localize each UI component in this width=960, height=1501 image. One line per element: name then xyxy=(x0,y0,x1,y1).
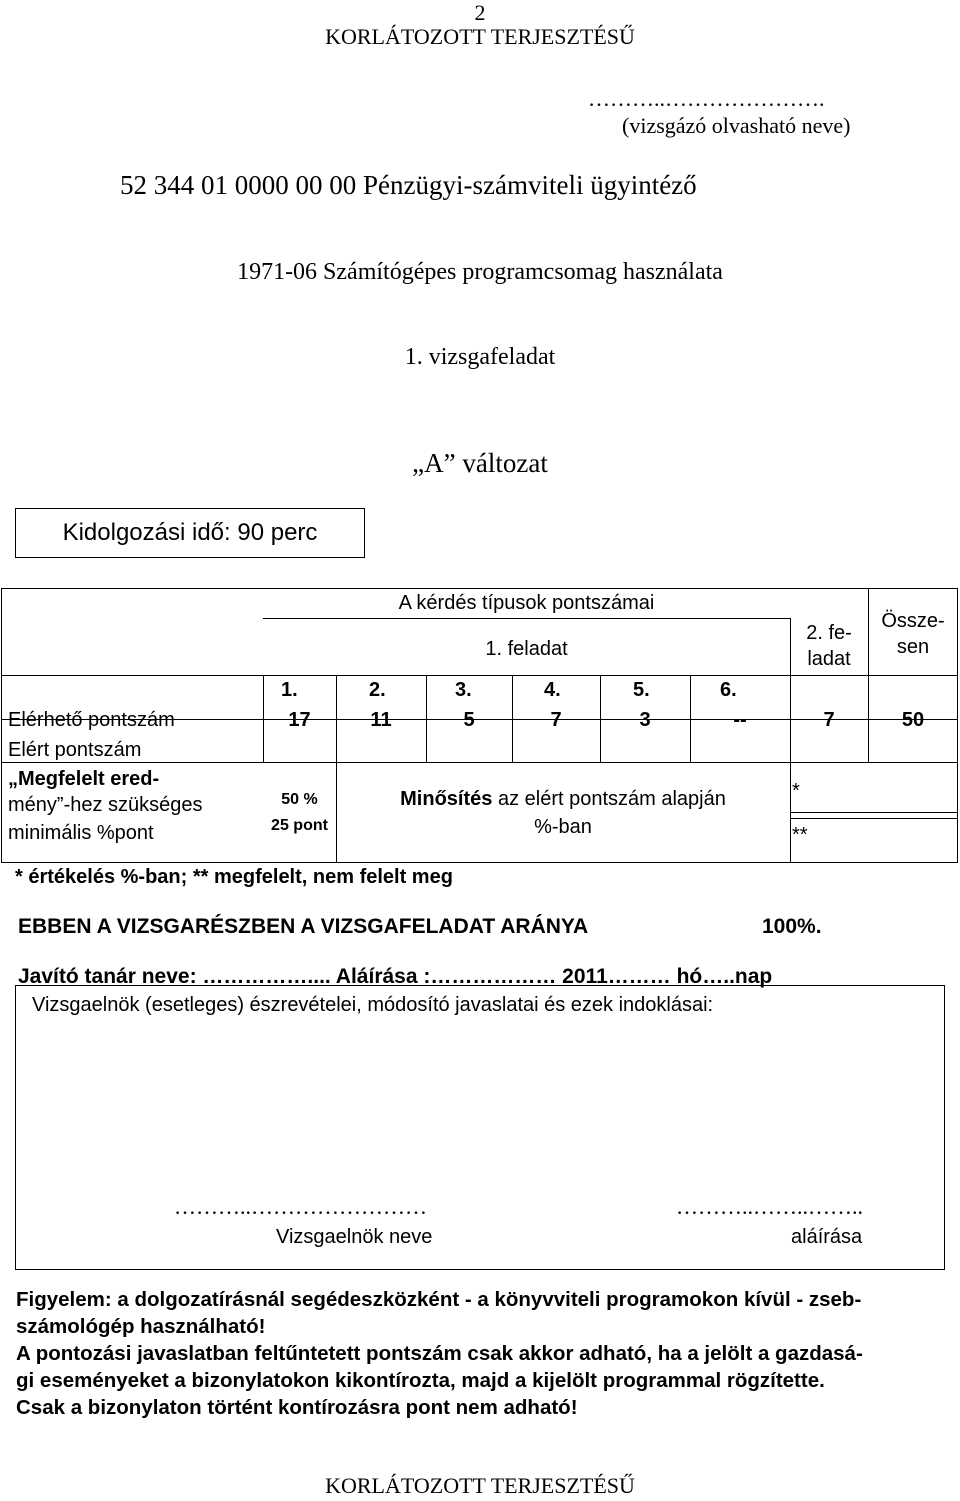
examiner-name-label: Vizsgaelnök neve xyxy=(276,1226,433,1248)
ratio-value: 100%. xyxy=(762,915,822,938)
available-points-cell: 7 xyxy=(823,709,835,731)
rating-rest: az elért pontszám alapján xyxy=(492,788,726,810)
available-points-cell: -- xyxy=(733,709,747,731)
examiner-comments-box xyxy=(15,985,945,1270)
available-points-total: 50 xyxy=(901,709,925,731)
question-number: 5. xyxy=(633,679,650,701)
examiner-comments-label: Vizsgaelnök (esetleges) észrevételei, módosító javaslatai és ezek indoklásai: xyxy=(32,994,714,1016)
notice-line-5: Csak a bizonylaton történt kontírozásra pont nem adható! xyxy=(16,1396,578,1419)
restricted-footer: KORLÁTOZOTT TERJESZTÉSŰ xyxy=(325,1473,635,1498)
examiner-name-dots: ………..…………………… xyxy=(174,1194,427,1219)
exam-module: 1971-06 Számítógépes programcsomag használata xyxy=(237,259,723,285)
examinee-name-dots: ………..…………………. xyxy=(588,86,825,111)
achieved-points-label: Elért pontszám xyxy=(8,739,142,761)
available-points-label: Elérhető pontszám xyxy=(8,709,175,731)
time-box xyxy=(15,508,365,558)
notice-line-4: gi eseményeket a bizonylatokon kikontírozta, majd a kijelölt programmal rögzítette. xyxy=(16,1369,825,1392)
exam-code-title: 52 344 01 0000 00 00 Pénzügyi-számviteli ügyintéző xyxy=(120,170,697,200)
table-footnote: * értékelés %-ban; ** megfelelt, nem felelt meg xyxy=(15,866,453,888)
total-header-2: sen xyxy=(896,636,930,658)
task2-header-1: 2. fe- xyxy=(806,622,852,644)
pass-label-3: minimális %pont xyxy=(8,822,154,844)
question-number: 4. xyxy=(544,679,561,701)
question-number: 3. xyxy=(455,679,472,701)
rating-result-stars: ** xyxy=(792,824,808,846)
question-types-header: A kérdés típusok pontszámai xyxy=(398,592,655,614)
restricted-header: KORLÁTOZOTT TERJESZTÉSŰ xyxy=(325,24,635,49)
pass-percent: 50 % xyxy=(281,791,318,808)
available-points-cell: 17 xyxy=(288,709,311,731)
ratio-text: EBBEN A VIZSGARÉSZBEN A VIZSGAFELADAT ARÁNYA xyxy=(18,915,589,938)
pass-points: 25 pont xyxy=(271,817,328,834)
rating-text-1 xyxy=(336,788,790,811)
examinee-name-label: (vizsgázó olvasható neve) xyxy=(622,113,851,138)
time-text: Kidolgozási idő: 90 perc xyxy=(62,519,318,546)
task2-header-2: ladat xyxy=(807,648,851,670)
examiner-signature-label: aláírása xyxy=(791,1226,863,1248)
notice xyxy=(16,1286,863,1421)
available-points-cell: 3 xyxy=(639,709,651,731)
page-number: 2 xyxy=(474,0,486,25)
exam-task-title: 1. vizsgafeladat xyxy=(404,344,556,370)
task1-header: 1. feladat xyxy=(485,638,568,660)
rating-text-2: %-ban xyxy=(534,816,592,838)
score-table xyxy=(0,588,960,863)
notice-line-3: A pontozási javaslatban feltűntetett pontszám csak akkor adható, ha a jelölt a gazdasá- xyxy=(16,1342,863,1365)
notice-line-2: számológép használható! xyxy=(16,1315,266,1338)
available-points-cell: 7 xyxy=(550,709,562,731)
available-points-cell: 11 xyxy=(370,709,392,731)
notice-line-1: Figyelem: a dolgozatírásnál segédeszközként - a könyvviteli programokon kívül - zseb- xyxy=(16,1288,862,1311)
rating-bold: Minősítés xyxy=(400,788,493,810)
total-header-1: Össze- xyxy=(881,610,945,632)
pass-label-1: „Megfelelt ered- xyxy=(8,768,160,790)
examiner-signature-dots: ………..……..…….. xyxy=(676,1194,863,1219)
rating-percent-star: * xyxy=(792,780,800,802)
question-number: 2. xyxy=(369,679,386,701)
pass-label-2: mény”-hez szükséges xyxy=(8,794,203,816)
question-number: 1. xyxy=(281,679,298,701)
question-number: 6. xyxy=(720,679,737,701)
grader-line: Javító tanár neve: …………….... Aláírása :……………… 2011……… hó…..nap xyxy=(18,965,773,988)
available-points-cell: 5 xyxy=(463,709,475,731)
exam-variant: „A” változat xyxy=(412,448,548,478)
